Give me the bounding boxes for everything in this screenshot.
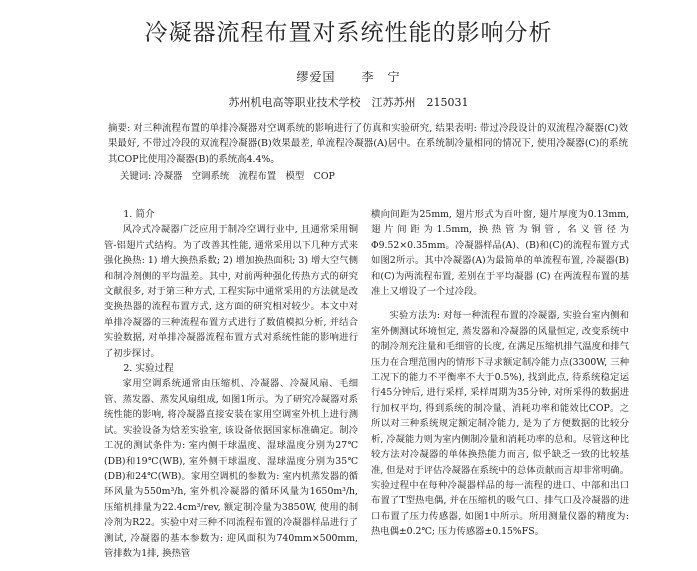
abstract: 摘要: 对三种流程布置的单排冷凝器对空调系统的影响进行了仿真和实验研究, 结果表明: 带过冷段设计的双流程冷凝器(C)效果最好, 不带过冷段的双流程冷凝器(B)效果最差, 单流程冷凝器(A)居中。在系统制冷量相同的情况下, 使用冷凝器(C)的系统其COP比使用冷凝器(B)的系统高4.4%。 bbox=[108, 123, 628, 165]
paragraph-spacer bbox=[371, 299, 629, 308]
paper-affiliation: 苏州机电高等职业技术学校 江苏苏州 215031 bbox=[228, 96, 469, 109]
right-paragraph-2: 实验方法为: 对每一种流程布置的冷凝器, 实验台室内侧和室外侧测试环境恒定, 蒸发器和冷凝器的风量恒定, 改变系统中的制冷剂充注量和毛细管的长度, 在满足压缩机排气温度和排气压力在合理范围内的情形下寻求额定制冷能力点(3300W, 三种工况下的能力不平衡率不大于0.5%), 找到此点, 待系统稳定运行45分钟后, 进行采样, 采样周期为35分钟, 对所采得的数据进行加权平均, 得到系统的制冷量、消耗功率和能效比COP。之所以对三种系统规定额定制冷能力, 是为了方便数据的比较分析, 冷凝能力则为室内侧制冷量和消耗功率的总和。尽管这种比较方法对冷凝器的单体换热能力而言, 似乎缺乏一致的比较基准, 但是对于评估冷凝器在系统中的总体贡献而言却非常明确。实验过程中在每种冷凝器样品的每一流程的进口、中部和出口布置了T型热电偶, 并在压缩机的吸气口、排气口及冷凝器的进口布置了压力传感器, 如图1中所示。所用测量仪器的精度为: 热电偶±0.2℃; 压力传感器±0.15%FS。 bbox=[371, 310, 629, 538]
keywords: 关键词: 冷凝器 空调系统 流程布置 模型 COP bbox=[120, 171, 335, 182]
right-paragraph-1: 横向间距为25mm, 翅片形式为百叶窗, 翅片厚度为0.13mm, 翅片间距为1.5mm, 换热管为铜管, 名义管径为Φ9.52×0.35mm。冷凝器样品(A)、(B)和(C)的流程布置方式如图2所示。其中冷凝器(A)为最简单的单流程布置, 冷凝器(B)和(C)为两流程布置, 差别在于平均凝器 (C) 在两流程布置的基准上又增设了一个过冷段。 bbox=[371, 209, 629, 298]
right-column bbox=[371, 207, 629, 540]
experiment-paragraph: 家用空调系统通常由压缩机、冷凝器、冷凝风扇、毛细管、蒸发器、蒸发风扇组成, 如图1所示。为了研究冷凝器对系统性能的影响, 将冷凝器直接安装在家用空调室外机上进行测试。实验设备为焓差实验室, 该设备依据国家标准确定。制冷工况的测试条件为: 室内侧干球温度、湿球温度分别为27℃(DB)和19℃(WB), 室外侧干球温度、湿球温度分别为35℃(DB)和24℃(WB)。家用空调机的参数为: 室内机蒸发器的循环风量为550m³/h, 室外机冷凝器的循环风量为1650m³/h, 压缩机排量为22.4cm³/rev, 额定制冷量为3850W, 使用的制冷剂为R22。实验中对三种不同流程布置的冷凝器样品进行了测试, 冷凝器的基本参数为: 迎风面积为740mm×500mm, 管排数为1排, 换热管 bbox=[104, 378, 358, 559]
paper-authors: 缪爱国 李 宁 bbox=[296, 70, 401, 84]
section-heading-intro: 1. 简介 bbox=[123, 209, 155, 220]
intro-paragraph: 风冷式冷凝器广泛应用于制冷空调行业中, 且通常采用铜管-铝翅片式结构。为了改善其性能, 通常采用以下几种方式来强化换热: 1) 增大换热系数; 2) 增加换热面积; 3) 增大空气侧和制冷剂侧的平均温差。其中, 对前两种强化传热方式的研究文献很多, 对于第三种方式, 工程实际中通常采用的方法就是改变换热器的流程布置方式, 这方面的研究相对较少。本文中对单排冷凝器的三种流程布置方式进行了数值模拟分析, 并结合实验数据, 对单排冷凝器流程布置方式对系统性能的影响进行了初步探讨。 bbox=[104, 224, 358, 359]
paper-title: 冷凝器流程布置对系统性能的影响分析 bbox=[144, 20, 553, 46]
left-column bbox=[104, 207, 358, 561]
section-heading-experiment: 2. 实验过程 bbox=[123, 363, 174, 375]
